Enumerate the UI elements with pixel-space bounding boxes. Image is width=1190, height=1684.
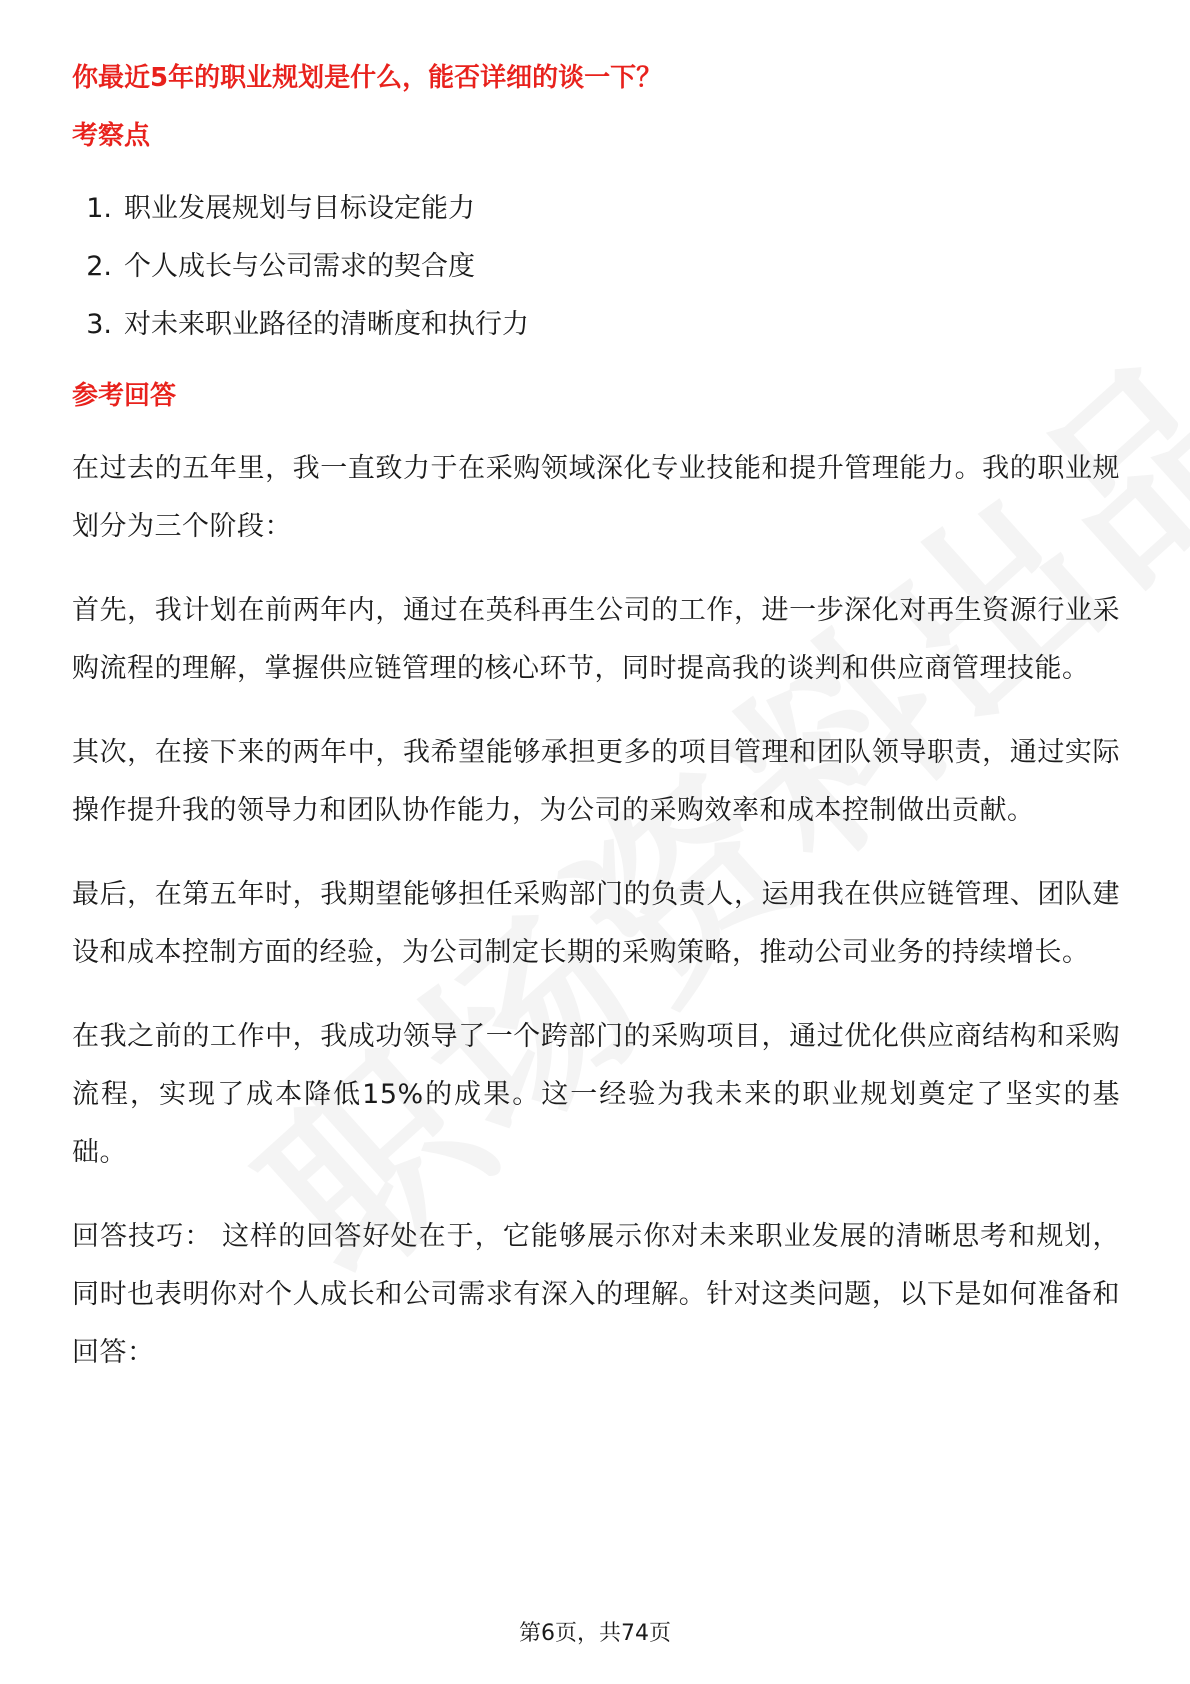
points-heading: 考察点	[72, 121, 151, 151]
page-number-footer: 第6页，共74页	[519, 1621, 671, 1646]
document-content	[72, 58, 1120, 1408]
list-item-text: 对未来职业路径的清晰度和执行力	[124, 309, 529, 340]
answer-paragraph-experience: 在我之前的工作中，我成功领导了一个跨部门的采购项目，通过优化供应商结构和采购流程，实现了成本降低15%的成果。这一经验为我未来的职业规划奠定了坚实的基础。	[72, 1021, 1120, 1168]
answer-paragraph-intro: 在过去的五年里，我一直致力于在采购领域深化专业技能和提升管理能力。我的职业规划分为三个阶段：	[72, 453, 1120, 542]
answer-tips-paragraph: 回答技巧： 这样的回答好处在于，它能够展示你对未来职业发展的清晰思考和规划，同时也表明你对个人成长和公司需求有深入的理解。针对这类问题，以下是如何准备和回答：	[72, 1221, 1120, 1368]
answer-paragraph-second: 其次，在接下来的两年中，我希望能够承担更多的项目管理和团队领导职责，通过实际操作提升我的领导力和团队协作能力，为公司的采购效率和成本控制做出贡献。	[72, 737, 1120, 826]
answer-paragraph-final: 最后，在第五年时，我期望能够担任采购部门的负责人，运用我在供应链管理、团队建设和成本控制方面的经验，为公司制定长期的采购策略，推动公司业务的持续增长。	[72, 879, 1120, 968]
answer-heading: 参考回答	[72, 381, 177, 411]
question-title: 你最近5年的职业规划是什么，能否详细的谈一下？	[72, 63, 663, 93]
answer-paragraph-first: 首先，我计划在前两年内，通过在英科再生公司的工作，进一步深化对再生资源行业采购流程的理解，掌握供应链管理的核心环节，同时提高我的谈判和供应商管理技能。	[72, 595, 1120, 684]
list-item	[72, 238, 1120, 296]
list-item-text: 个人成长与公司需求的契合度	[124, 251, 475, 282]
list-item	[72, 296, 1120, 354]
list-item-number: 3.	[86, 309, 112, 340]
list-item-number: 2.	[86, 251, 112, 282]
list-item-number: 1.	[86, 193, 112, 224]
points-list	[72, 180, 1120, 354]
list-item	[72, 180, 1120, 238]
list-item-text: 职业发展规划与目标设定能力	[124, 193, 475, 224]
